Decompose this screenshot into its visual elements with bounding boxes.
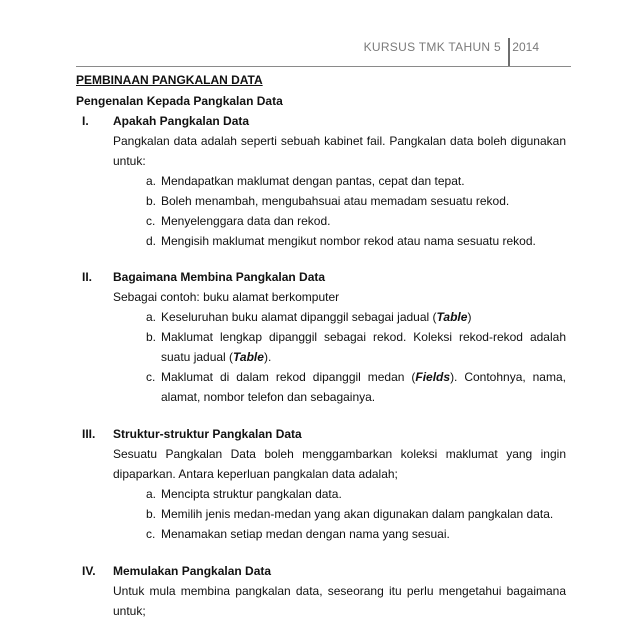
- section-number: III.: [82, 427, 96, 441]
- section-spacer: [76, 544, 566, 561]
- list-item-text: Menyelenggara data dan rekod.: [161, 214, 331, 228]
- section-number: I.: [82, 114, 89, 128]
- list-item: [146, 327, 566, 367]
- list-item-text: Mendapatkan maklumat dengan pantas, cepat dan tepat.: [161, 174, 465, 188]
- section-paragraph: Sesuatu Pangkalan Data boleh menggambarkan koleksi maklumat yang ingin dipaparkan. Antara keperluan pangkalan data adalah;: [113, 447, 566, 481]
- document-title: PEMBINAAN PANGKALAN DATA: [76, 73, 263, 87]
- list-item: [146, 524, 566, 544]
- list-item-text: Mencipta struktur pangkalan data.: [161, 487, 342, 501]
- list-item-text-post: ): [467, 310, 472, 324]
- table-term: Table: [233, 350, 264, 364]
- list-item-text-pre: Keseluruhan buku alamat dipanggil sebagai jadual (: [161, 310, 437, 324]
- list-item-text: Boleh menambah, mengubahsuai atau memadam sesuatu rekod.: [161, 194, 510, 208]
- section-2: [76, 267, 566, 407]
- list-marker: c.: [146, 214, 156, 228]
- list-item: [146, 484, 566, 504]
- section-1: [76, 111, 566, 251]
- list-marker: d.: [146, 234, 157, 248]
- fields-term: Fields: [415, 370, 451, 384]
- list-marker: c.: [146, 370, 156, 384]
- page-header: [76, 38, 571, 68]
- section-title: Struktur-struktur Pangkalan Data: [113, 427, 302, 441]
- section-number: IV.: [82, 564, 96, 578]
- list-marker: b.: [146, 194, 157, 208]
- list-item: [146, 367, 566, 407]
- list-marker: c.: [146, 527, 156, 541]
- list-item: [146, 307, 566, 327]
- section-list: [76, 171, 566, 251]
- table-term: Table: [436, 310, 468, 324]
- section-list: [76, 307, 566, 407]
- header-rule: [76, 66, 571, 67]
- section-title: Apakah Pangkalan Data: [113, 114, 250, 128]
- list-item-text-post: ).: [263, 350, 272, 364]
- list-marker: a.: [146, 487, 157, 501]
- list-item-text-pre: Maklumat di dalam rekod dipanggil medan (: [161, 370, 416, 384]
- list-item-text-post: ). Contohnya, nama, alamat, nombor telefon dan sebagainya.: [161, 370, 566, 404]
- section-paragraph: Pangkalan data adalah seperti sebuah kabinet fail. Pangkalan data boleh digunakan untuk:: [113, 134, 566, 168]
- list-item-text: Memilih jenis medan-medan yang akan digunakan dalam pangkalan data.: [161, 507, 554, 521]
- list-marker: b.: [146, 507, 157, 521]
- section-list: [76, 484, 566, 544]
- list-item-text-pre: Maklumat lengkap dipanggil sebagai rekod. Koleksi rekod-rekod adalah suatu jadual (: [161, 330, 566, 364]
- header-year: 2014: [512, 40, 539, 54]
- list-item-text: Mengisih maklumat mengikut nombor rekod atau nama sesuatu rekod.: [161, 234, 536, 248]
- document-body: [76, 70, 566, 621]
- list-item: [146, 171, 566, 191]
- list-item: [146, 504, 566, 524]
- section-heading: [76, 267, 566, 287]
- section-paragraph: Sebagai contoh: buku alamat berkomputer: [113, 290, 340, 304]
- list-item: [146, 211, 566, 231]
- header-separator: [508, 38, 510, 66]
- section-title: Bagaimana Membina Pangkalan Data: [113, 270, 326, 284]
- section-paragraph: Untuk mula membina pangkalan data, seseorang itu perlu mengetahui bagaimana untuk;: [113, 584, 566, 618]
- list-marker: a.: [146, 174, 157, 188]
- list-item: [146, 231, 566, 251]
- section-heading: [76, 561, 566, 581]
- list-marker: b.: [146, 330, 157, 344]
- section-heading: [76, 424, 566, 444]
- section-3: [76, 424, 566, 544]
- list-item-text: Menamakan setiap medan dengan nama yang sesuai.: [161, 527, 450, 541]
- section-4: [76, 561, 566, 621]
- section-heading: [76, 111, 566, 131]
- document-subtitle: Pengenalan Kepada Pangkalan Data: [76, 94, 283, 108]
- list-item: [146, 191, 566, 211]
- header-course-title: KURSUS TMK TAHUN 5: [363, 40, 501, 54]
- section-title: Memulakan Pangkalan Data: [113, 564, 272, 578]
- section-spacer: [76, 407, 566, 424]
- section-spacer: [76, 251, 566, 267]
- list-marker: a.: [146, 310, 157, 324]
- section-number: II.: [82, 270, 93, 284]
